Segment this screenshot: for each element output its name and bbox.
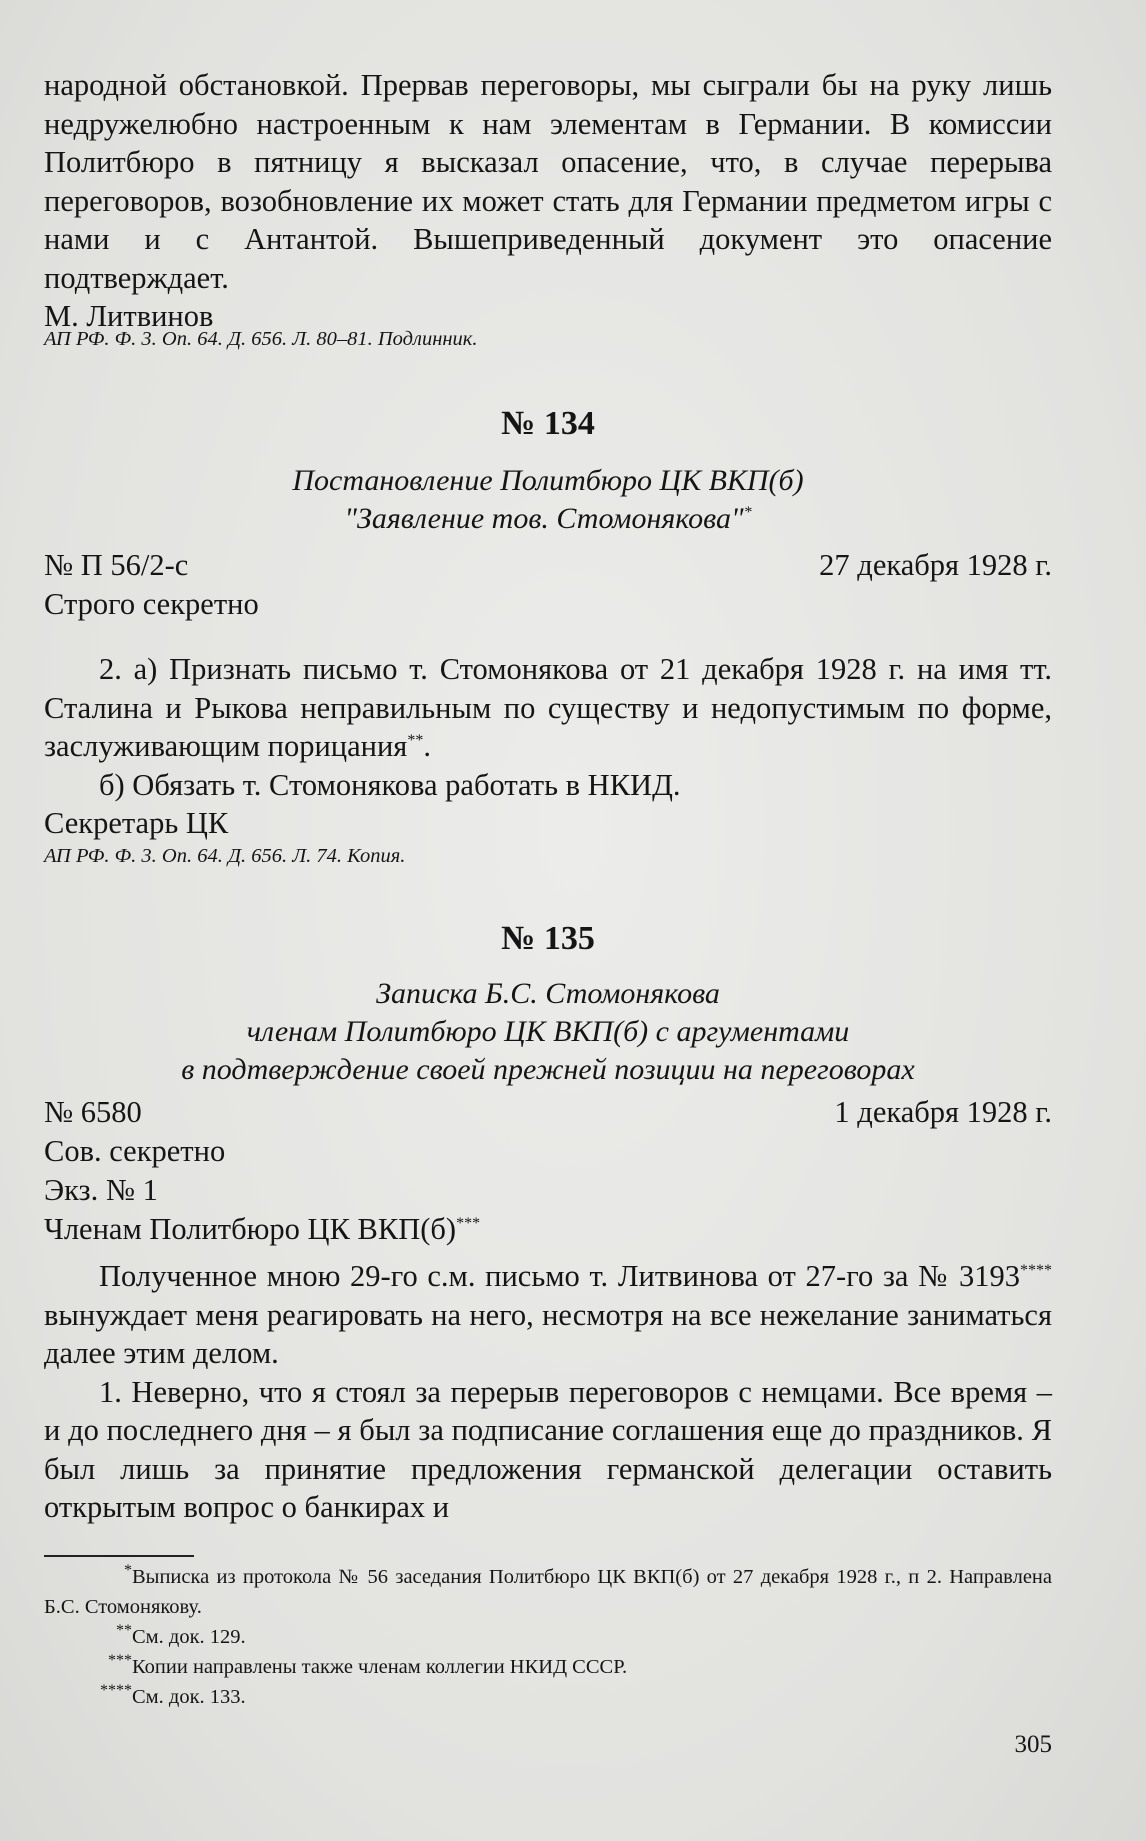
archive-source: АП РФ. Ф. 3. Оп. 64. Д. 656. Л. 80–81. Подлинник. bbox=[44, 328, 478, 350]
footnote: ***Копии направлены также членам коллегии НКИД СССР. bbox=[108, 1652, 628, 1678]
paragraph: 2. а) Признать письмо т. Стомонякова от 21 декабря 1928 г. на имя тт. Сталина и Рыкова неправильным по существу и недопустимым по форме, заслуживающим порицания**. bbox=[44, 652, 1052, 763]
document-date: 1 декабря 1928 г. bbox=[834, 1095, 1052, 1129]
document-index: № П 56/2-с bbox=[44, 548, 189, 582]
paragraph: Полученное мною 29-го с.м. письмо т. Литвинова от 27-го за № 3193**** вынуждает меня реагировать на него, несмотря на все нежелание заниматься далее этим делом. bbox=[44, 1259, 1052, 1370]
paragraph: народной обстановкой. Прервав переговоры, мы сыграли бы на руку лишь недружелюбно настроенным к нам элементам в Германии. В комиссии Политбюро в пятницу я высказал опасение, что, в случае перерыва переговоров, возобновление их может стать для Германии предметом игры с нами и с Антантой. Вышеприведенный документ это опасение подтверждает. bbox=[44, 68, 1052, 295]
document-number: № 134 bbox=[501, 405, 595, 442]
document-date: 27 декабря 1928 г. bbox=[819, 548, 1052, 582]
signature: М. Литвинов bbox=[44, 299, 214, 333]
paragraph: б) Обязать т. Стомонякова работать в НКИД. bbox=[99, 767, 681, 802]
secrecy-label: Строго секретно bbox=[44, 587, 259, 621]
footnote: **См. док. 129. bbox=[116, 1622, 246, 1648]
document-meta-row bbox=[44, 1093, 1052, 1132]
document-meta-row bbox=[44, 546, 1052, 585]
footnote-rule bbox=[44, 1555, 194, 1557]
letter-continuation bbox=[44, 66, 1052, 336]
archive-source: АП РФ. Ф. 3. Оп. 64. Д. 656. Л. 74. Копия. bbox=[44, 845, 406, 867]
resolution-body bbox=[44, 650, 1052, 843]
document-index: № 6580 bbox=[44, 1095, 142, 1129]
footnote: ****См. док. 133. bbox=[100, 1682, 246, 1708]
document-title: Постановление Политбюро ЦК ВКП(б) "Заявление тов. Стомонякова"* bbox=[292, 464, 804, 535]
paragraph: 1. Неверно, что я стоял за перерыв переговоров с немцами. Все время – и до последнего дня – я был за подписание соглашения еще до праздников. Я был лишь за принятие предложения германской делегации оставить открытым вопрос о банкирах и bbox=[44, 1374, 1052, 1524]
page-number: 305 bbox=[1014, 1731, 1052, 1758]
note-body bbox=[44, 1257, 1052, 1527]
secrecy-label: Сов. секретно bbox=[44, 1134, 226, 1168]
document-title: Записка Б.С. Стомонякова членам Политбюро ЦК ВКП(б) с аргументами в подтверждение своей прежней позиции на переговорах bbox=[181, 977, 915, 1086]
document-number: № 135 bbox=[501, 920, 595, 957]
footnote: *Выписка из протокола № 56 заседания Политбюро ЦК ВКП(б) от 27 декабря 1928 г., п 2. Направлена Б.С. Стомонякову. bbox=[44, 1562, 1052, 1618]
footnotes bbox=[44, 1562, 1052, 1712]
addressee: Членам Политбюро ЦК ВКП(б)*** bbox=[44, 1212, 481, 1246]
signature: Секретарь ЦК bbox=[44, 806, 229, 840]
copy-number: Экз. № 1 bbox=[44, 1173, 158, 1207]
